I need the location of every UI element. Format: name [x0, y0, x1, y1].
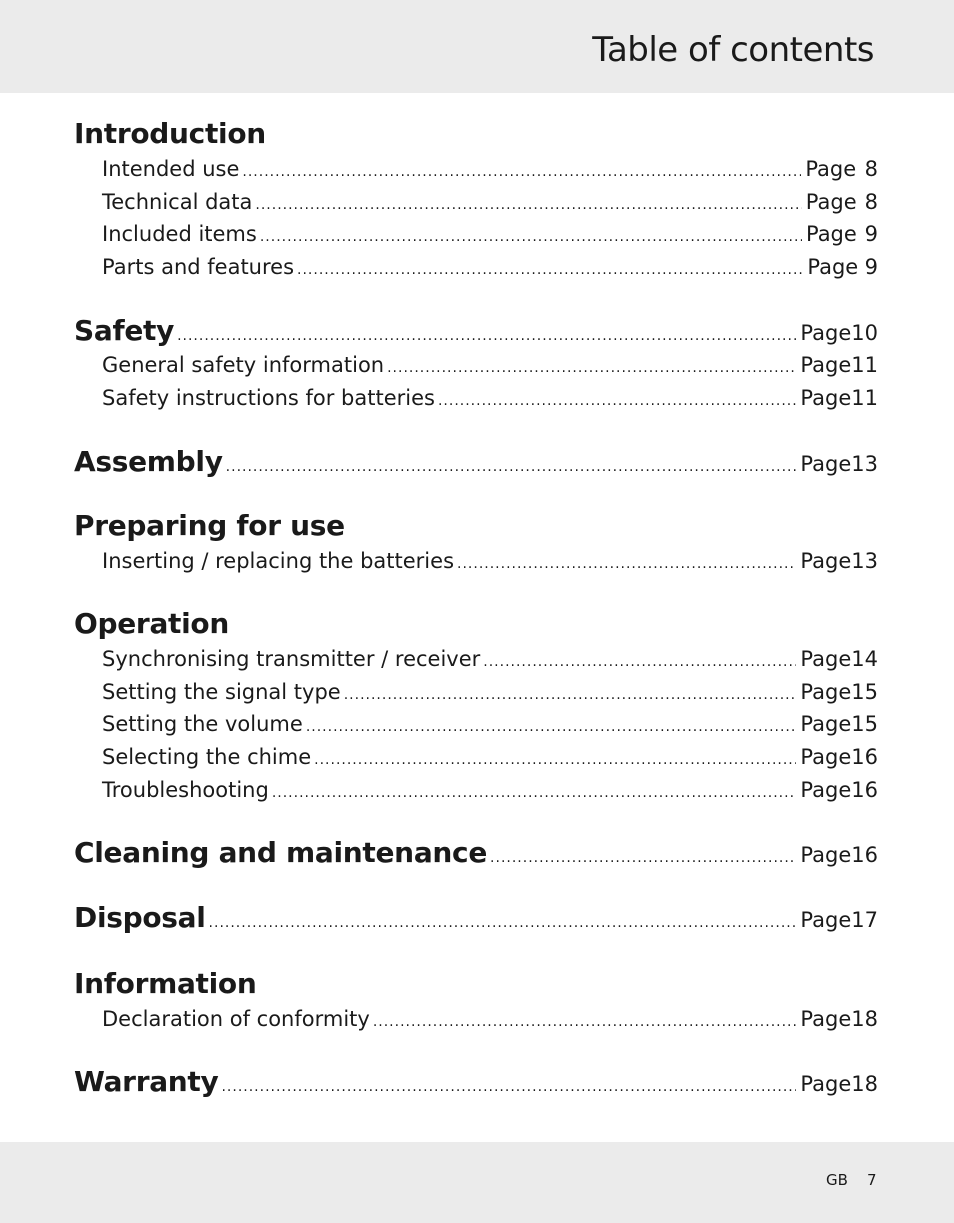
- toc-entry[interactable]: [102, 157, 878, 181]
- toc-section-operation[interactable]: Operation: [74, 607, 229, 640]
- page-word: Page: [800, 1072, 852, 1096]
- page-word: Page: [800, 843, 852, 867]
- toc-section-title: Warranty: [74, 1065, 219, 1098]
- dot-leader: [177, 328, 796, 344]
- toc-entry-label: Technical data: [102, 190, 253, 214]
- toc-entry[interactable]: [102, 222, 878, 246]
- page-number: 17: [851, 908, 878, 932]
- footer-band: [0, 1142, 954, 1223]
- toc-section-cleaning-and-maintenance[interactable]: [74, 836, 878, 869]
- toc-entry-label: Troubleshooting: [102, 778, 269, 802]
- dot-leader: [226, 459, 797, 475]
- dot-leader: [255, 197, 801, 213]
- page-word: Page: [800, 680, 852, 704]
- page-title: Table of contents: [592, 30, 874, 70]
- toc-entry-label: Synchronising transmitter / receiver: [102, 647, 481, 671]
- dot-leader: [438, 393, 796, 409]
- page-number: 9: [864, 222, 878, 246]
- page-word: Page: [805, 157, 857, 181]
- toc-section-introduction[interactable]: Introduction: [74, 117, 266, 150]
- page-word: Page: [805, 190, 857, 214]
- toc-entry-label: Parts and features: [102, 255, 295, 279]
- page-number: 11: [851, 353, 878, 377]
- page-number: 18: [851, 1072, 878, 1096]
- dot-leader: [490, 850, 796, 866]
- toc-section-warranty[interactable]: [74, 1065, 878, 1098]
- toc-entry[interactable]: [102, 353, 878, 377]
- toc-entry-label: Safety instructions for batteries: [102, 386, 435, 410]
- toc-entry[interactable]: [102, 255, 878, 279]
- page-number: 13: [851, 549, 878, 573]
- dot-leader: [457, 556, 796, 572]
- dot-leader: [260, 229, 802, 245]
- page-number: 8: [864, 157, 878, 181]
- page-word: Page: [807, 255, 859, 279]
- dot-leader: [483, 654, 796, 670]
- page-number: 15: [851, 680, 878, 704]
- dot-leader: [373, 1014, 797, 1030]
- dot-leader: [314, 752, 796, 768]
- page-word: Page: [800, 908, 852, 932]
- page-word: Page: [800, 647, 852, 671]
- toc-entry-label: Setting the signal type: [102, 680, 341, 704]
- toc-section-preparing-for-use[interactable]: Preparing for use: [74, 509, 345, 542]
- page-number: 16: [851, 843, 878, 867]
- dot-leader: [242, 164, 801, 180]
- dot-leader: [306, 719, 797, 735]
- page-number: 18: [851, 1007, 878, 1031]
- toc-entry-label: Included items: [102, 222, 257, 246]
- toc-entry-label: Inserting / replacing the batteries: [102, 549, 455, 573]
- toc-entry[interactable]: [102, 190, 878, 214]
- page-number: 16: [851, 745, 878, 769]
- toc-entry[interactable]: [102, 712, 878, 736]
- toc-entry-label: Declaration of conformity: [102, 1007, 370, 1031]
- page-word: Page: [805, 222, 857, 246]
- dot-leader: [209, 915, 797, 931]
- toc-entry[interactable]: [102, 386, 878, 410]
- page-word: Page: [800, 778, 852, 802]
- toc-entry-label: Selecting the chime: [102, 745, 312, 769]
- toc-entry[interactable]: [102, 745, 878, 769]
- toc-entry[interactable]: [102, 1007, 878, 1031]
- toc-section-information[interactable]: Information: [74, 967, 257, 1000]
- toc-section-title: Cleaning and maintenance: [74, 836, 488, 869]
- toc-entry[interactable]: [102, 549, 878, 573]
- dot-leader: [272, 785, 797, 801]
- toc-section-title: Assembly: [74, 445, 223, 478]
- toc-section-title: Disposal: [74, 901, 206, 934]
- page-word: Page: [800, 712, 852, 736]
- page-word: Page: [800, 745, 852, 769]
- toc-entry-label: Setting the volume: [102, 712, 303, 736]
- toc-entry[interactable]: [102, 647, 878, 671]
- toc-entry[interactable]: [102, 680, 878, 704]
- toc-entry-label: Intended use: [102, 157, 240, 181]
- page-number: 14: [851, 647, 878, 671]
- toc-section-disposal[interactable]: [74, 901, 878, 934]
- dot-leader: [297, 262, 803, 278]
- page-number: 15: [851, 712, 878, 736]
- page-word: Page: [800, 1007, 852, 1031]
- toc-entry[interactable]: [102, 778, 878, 802]
- footer-page-number: 7: [867, 1171, 877, 1189]
- toc-section-assembly[interactable]: [74, 445, 878, 478]
- footer-language: GB: [826, 1171, 848, 1189]
- toc-entry-label: General safety information: [102, 353, 385, 377]
- page-word: Page: [800, 321, 852, 345]
- toc-section-safety[interactable]: [74, 314, 878, 347]
- page-number: 8: [864, 190, 878, 214]
- page-word: Page: [800, 549, 852, 573]
- page-number: 13: [851, 452, 878, 476]
- toc-section-title: Safety: [74, 314, 175, 347]
- page-number: 10: [851, 321, 878, 345]
- dot-leader: [221, 1079, 796, 1095]
- page-number: 11: [851, 386, 878, 410]
- dot-leader: [344, 687, 797, 703]
- page-word: Page: [800, 452, 852, 476]
- dot-leader: [387, 360, 796, 376]
- page-word: Page: [800, 353, 852, 377]
- page-number: 9: [864, 255, 878, 279]
- page-number: 16: [851, 778, 878, 802]
- page-word: Page: [800, 386, 852, 410]
